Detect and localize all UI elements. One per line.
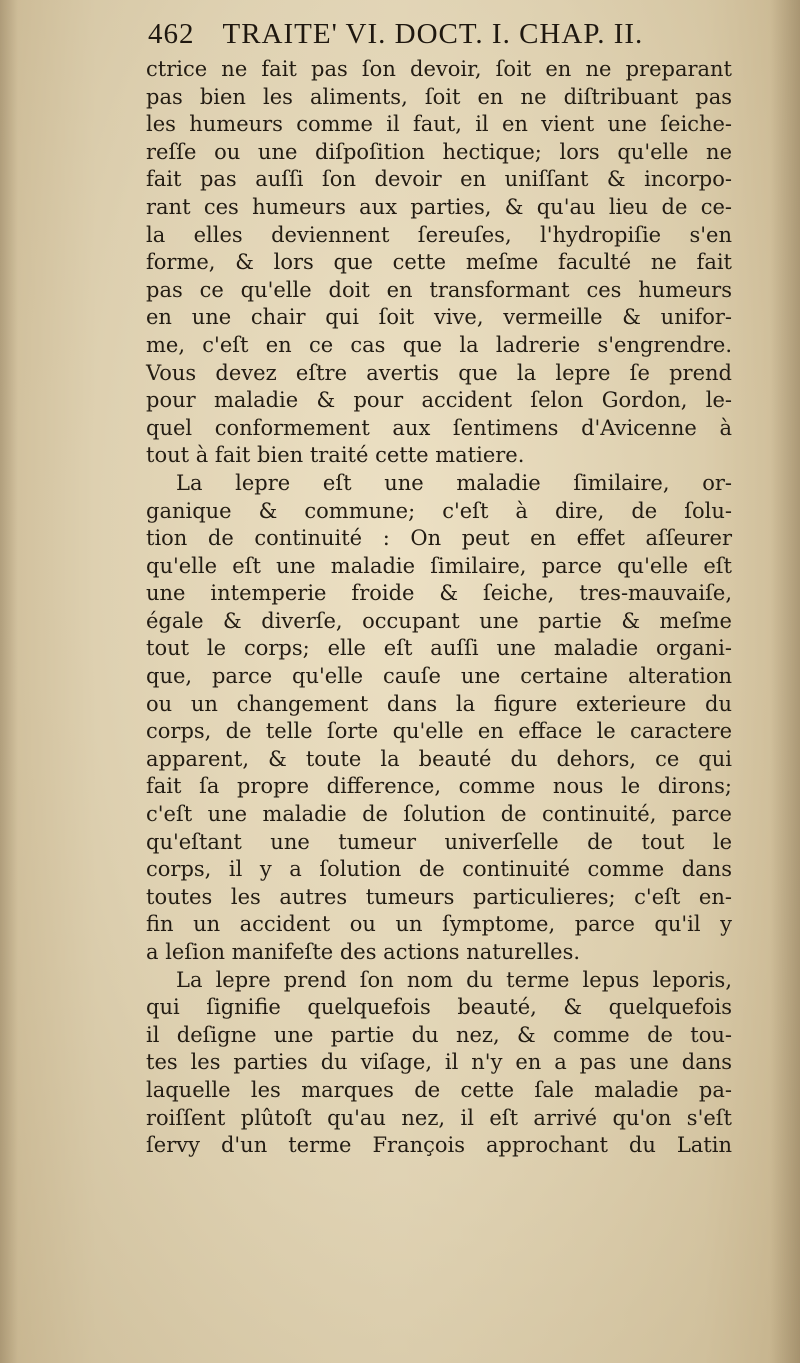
page-number: 462 [148, 18, 195, 50]
text-line: c'eſt une maladie de ſolution de continuité, parce [146, 802, 732, 827]
text-line: que, parce qu'elle cauſe une certaine alteration [146, 664, 732, 689]
text-line: reſſe ou une diſpoſition hectique; lors qu'elle ne [146, 139, 732, 164]
text-line: pas bien les aliments, ſoit en ne diſtribuant pas [146, 84, 732, 109]
text-line: qu'elle eſt une maladie ſimilaire, parce qu'elle eſt [146, 553, 732, 578]
text-line: en une chair qui ſoit vive, vermeille & unifor- [146, 305, 732, 330]
text-line: La lepre eſt une maladie ſimilaire, or- [176, 470, 732, 495]
text-line: ganique & commune; c'eſt à dire, de ſolu- [146, 498, 732, 523]
running-head [148, 18, 748, 54]
text-line: tout le corps; elle eſt auſſi une maladie organi- [146, 636, 732, 661]
text-line: me, c'eſt en ce cas que la ladrerie s'engrendre. [146, 332, 732, 357]
text-line: égale & diverſe, occupant une partie & meſme [146, 608, 732, 633]
text-line: corps, il y a ſolution de continuité comme dans [146, 857, 732, 882]
spine-shadow [770, 0, 800, 1363]
text-line: les humeurs comme il faut, il en vient une ſeiche- [146, 112, 732, 137]
text-line: qu'eſtant une tumeur univerſelle de tout le [146, 829, 732, 854]
text-line: Vous devez eſtre avertis que la lepre ſe prend [146, 360, 732, 385]
text-line: rant ces humeurs aux parties, & qu'au lieu de ce- [146, 194, 732, 219]
text-line: la elles deviennent ſereuſes, l'hydropiſie s'en [146, 222, 732, 247]
text-line: ctrice ne fait pas ſon devoir, ſoit en ne preparant [146, 57, 732, 81]
body-text [146, 56, 732, 1160]
text-line: roiſſent plûtoſt qu'au nez, il eſt arrivé qu'on s'eſt [146, 1105, 732, 1130]
text-line: une intemperie froide & ſeiche, tres-mauvaiſe, [146, 581, 732, 606]
text-line: fait pas auſſi ſon devoir en uniſſant & incorpo- [146, 167, 732, 192]
text-line: qui ſignifie quelquefois beauté, & quelquefois [146, 995, 732, 1020]
text-line: pas ce qu'elle doit en transformant ces humeurs [146, 277, 732, 302]
text-line: fin un accident ou un ſymptome, parce qu'il y [146, 912, 732, 937]
text-line: tout à fait bien traité cette matiere. [146, 443, 525, 468]
text-line: tes les parties du viſage, il n'y en a pas une dans [146, 1050, 732, 1075]
text-line: toutes les autres tumeurs particulieres; c'eſt en- [146, 884, 732, 909]
text-line: forme, & lors que cette meſme faculté ne fait [146, 250, 732, 275]
text-line: quel conformement aux ſentimens d'Avicenne à [146, 415, 732, 440]
text-line: tion de continuité : On peut en effet aſſeurer [146, 526, 732, 551]
text-line: fait ſa propre difference, comme nous le dirons; [146, 774, 732, 799]
text-line: il deſigne une partie du nez, & comme de tou- [146, 1022, 732, 1047]
text-line: pour maladie & pour accident ſelon Gordon, le- [146, 388, 732, 413]
running-title: TRAITE' VI. DOCT. I. CHAP. II. [222, 18, 644, 50]
text-line: laquelle les marques de cette ſale maladie pa- [146, 1077, 732, 1102]
text-line: ou un changement dans la figure exterieure du [146, 691, 732, 716]
page-edge-shadow [0, 0, 18, 1363]
text-line: corps, de telle ſorte qu'elle en efface le caractere [146, 719, 732, 744]
text-line: La lepre prend ſon nom du terme lepus leporis, [176, 967, 732, 992]
text-line: ſervy d'un terme François approchant du Latin [146, 1133, 732, 1158]
text-line: apparent, & toute la beauté du dehors, ce qui [146, 746, 732, 771]
text-line: a leſion manifeſte des actions naturelles. [146, 940, 581, 964]
